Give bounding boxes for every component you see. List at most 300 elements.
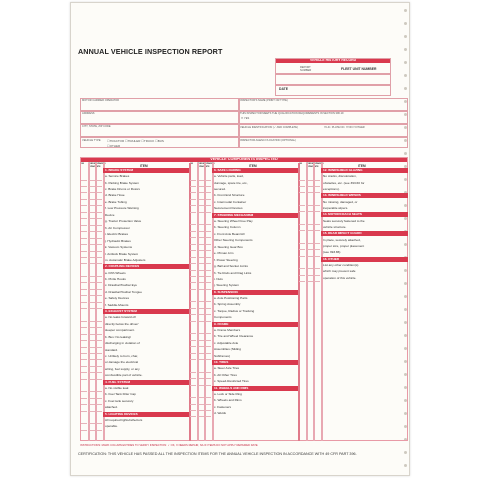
check-cell[interactable] — [81, 404, 87, 405]
check-cell[interactable] — [299, 224, 305, 225]
check-cell[interactable] — [307, 180, 313, 181]
bus-option[interactable]: BUS — [157, 139, 164, 143]
check-cell[interactable] — [205, 263, 211, 264]
check-cell[interactable] — [96, 282, 102, 283]
inspection-item: d. Brake Hose — [105, 193, 125, 198]
check-cell[interactable] — [96, 308, 102, 309]
check-cell[interactable] — [89, 398, 95, 399]
check-cell[interactable] — [198, 244, 204, 245]
check-cell[interactable] — [205, 404, 211, 405]
check-cell[interactable] — [190, 314, 196, 315]
check-cell[interactable] — [190, 301, 196, 302]
check-cell[interactable] — [198, 314, 204, 315]
check-cell[interactable] — [205, 372, 211, 373]
fleet-unit-number-label[interactable]: FLEET UNIT NUMBER — [341, 67, 377, 71]
check-cell[interactable] — [89, 263, 95, 264]
check-cell[interactable] — [89, 411, 95, 412]
check-cell[interactable] — [307, 243, 313, 244]
check-cell[interactable] — [89, 347, 95, 348]
check-cell[interactable] — [299, 192, 305, 193]
check-cell[interactable] — [205, 385, 211, 386]
check-cell[interactable] — [89, 192, 95, 193]
check-cell[interactable] — [205, 321, 211, 322]
check-cell[interactable] — [96, 212, 102, 213]
check-cell[interactable] — [205, 224, 211, 225]
inspection-item: d. Welds — [214, 411, 226, 415]
check-cell[interactable] — [299, 211, 305, 212]
check-cell[interactable] — [190, 378, 196, 379]
qualification-yes-checkbox[interactable]: ☐ YES — [241, 117, 250, 120]
check-cell[interactable] — [198, 231, 204, 232]
check-cell[interactable] — [81, 391, 87, 392]
check-cell[interactable] — [96, 244, 102, 245]
check-cell[interactable] — [190, 416, 196, 417]
check-cell[interactable] — [198, 372, 204, 373]
section-header: 16. OTHER — [321, 257, 408, 262]
check-cell[interactable] — [198, 270, 204, 271]
lic-plate-option[interactable]: LIC. PLATE NO. — [326, 126, 346, 129]
inspector-name-field[interactable]: INSPECTOR'S NAME (PRINT OR TYPE) — [240, 99, 288, 102]
check-cell[interactable] — [96, 379, 102, 380]
check-cell[interactable] — [190, 231, 196, 232]
check-cell[interactable] — [190, 257, 196, 258]
check-cell[interactable] — [205, 333, 211, 334]
check-cell[interactable] — [205, 301, 211, 302]
inspection-item: inoperable wipers. — [323, 206, 349, 210]
check-cell[interactable] — [89, 295, 95, 296]
check-cell[interactable] — [198, 404, 204, 405]
check-cell[interactable] — [307, 192, 313, 193]
check-cell[interactable] — [198, 359, 204, 360]
feed-hole — [404, 9, 407, 12]
check-cell[interactable] — [205, 346, 211, 347]
check-cell[interactable] — [96, 186, 102, 187]
check-cell[interactable] — [205, 308, 211, 309]
address-field[interactable]: ADDRESS — [82, 112, 95, 115]
check-cell[interactable] — [89, 379, 95, 380]
check-cell[interactable] — [81, 411, 87, 412]
check-cell[interactable] — [205, 186, 211, 187]
check-cell[interactable] — [81, 379, 87, 380]
check-cell[interactable] — [96, 327, 102, 328]
inspection-item: j. Steering System — [214, 283, 240, 288]
section-header: 7. STEERING MECHANISM — [212, 213, 298, 218]
check-cell[interactable] — [190, 372, 196, 373]
check-cell[interactable] — [89, 308, 95, 309]
check-cell[interactable] — [307, 256, 313, 257]
check-cell[interactable] — [190, 289, 196, 290]
check-cell[interactable] — [198, 416, 204, 417]
check-cell[interactable] — [96, 430, 102, 431]
check-cell[interactable] — [205, 276, 211, 277]
city-state-zip-field[interactable]: CITY, STATE, ZIP CODE — [82, 125, 111, 128]
check-cell[interactable] — [307, 224, 313, 225]
inspection-item: operation of this vehicle. — [323, 275, 357, 280]
check-cell[interactable] — [89, 276, 95, 277]
check-cell[interactable] — [89, 180, 95, 181]
check-cell[interactable] — [81, 263, 87, 264]
check-cell[interactable] — [314, 281, 320, 282]
check-cell[interactable] — [198, 333, 204, 334]
check-cell[interactable] — [81, 359, 87, 360]
check-cell[interactable] — [96, 302, 102, 303]
check-cell[interactable] — [198, 282, 204, 283]
check-cell[interactable] — [205, 192, 211, 193]
check-cell[interactable] — [198, 276, 204, 277]
check-cell[interactable] — [89, 186, 95, 187]
check-cell[interactable] — [198, 308, 204, 309]
check-cell[interactable] — [198, 257, 204, 258]
inspection-item: a. Frame Members — [214, 327, 241, 332]
vehicle-type-options[interactable]: ☐TRACTOR ☐TRAILER ☐TRUCK ☐BUS — [107, 139, 164, 143]
check-cell[interactable] — [190, 321, 196, 322]
check-cell[interactable] — [96, 411, 102, 412]
inspection-item: b. Wheels and Rims — [214, 398, 242, 403]
check-cell[interactable] — [96, 180, 102, 181]
check-cell[interactable] — [190, 353, 196, 354]
check-cell[interactable] — [307, 249, 313, 250]
vehicle-id-options[interactable]: ☐LIC. PLATE NO. ☐VIN ☐OTHER — [324, 126, 365, 129]
check-cell[interactable] — [190, 192, 196, 193]
check-cell[interactable] — [190, 250, 196, 251]
check-cell[interactable] — [314, 180, 320, 181]
check-cell[interactable] — [96, 289, 102, 290]
check-cell[interactable] — [89, 244, 95, 245]
inspection-item: dunnage, spare tire, etc., — [214, 180, 249, 185]
check-cell[interactable] — [89, 391, 95, 392]
check-cell[interactable] — [96, 263, 102, 264]
components-inspected-header: VEHICLE COMPONENTS INSPECTED — [80, 157, 408, 162]
check-cell[interactable] — [198, 340, 204, 341]
inspection-item: d. Steering Gear Box — [214, 244, 243, 249]
check-cell[interactable] — [96, 231, 102, 232]
check-cell[interactable] — [190, 270, 196, 271]
check-cell[interactable] — [89, 353, 95, 354]
column-header-ok: OK — [299, 163, 303, 165]
check-cell[interactable] — [89, 257, 95, 258]
check-cell[interactable] — [96, 257, 102, 258]
check-cell[interactable] — [81, 238, 87, 239]
check-cell[interactable] — [198, 192, 204, 193]
check-cell[interactable] — [307, 186, 313, 187]
check-cell[interactable] — [81, 334, 87, 335]
inspection-item: operable. — [105, 424, 118, 429]
check-cell[interactable] — [81, 308, 87, 309]
check-cell[interactable] — [81, 282, 87, 283]
check-cell[interactable] — [190, 263, 196, 264]
check-cell[interactable] — [89, 225, 95, 226]
check-cell[interactable] — [190, 276, 196, 277]
inspection-item: a. Axle Positioning Parts — [214, 295, 248, 300]
check-cell[interactable] — [205, 212, 211, 213]
check-cell[interactable] — [89, 199, 95, 200]
check-cell[interactable] — [81, 212, 87, 213]
check-cell[interactable] — [314, 186, 320, 187]
check-cell[interactable] — [205, 359, 211, 360]
check-cell[interactable] — [96, 340, 102, 341]
history-date-label[interactable]: DATE — [279, 87, 288, 91]
check-cell[interactable] — [89, 423, 95, 424]
check-cell[interactable] — [198, 237, 204, 238]
trailer-option[interactable]: TRAILER — [127, 139, 141, 143]
check-cell[interactable] — [205, 289, 211, 290]
check-cell[interactable] — [89, 231, 95, 232]
check-cell[interactable] — [198, 410, 204, 411]
check-cell[interactable] — [81, 186, 87, 187]
check-cell[interactable] — [89, 212, 95, 213]
check-cell[interactable] — [205, 199, 211, 200]
check-cell[interactable] — [307, 211, 313, 212]
check-cell[interactable] — [314, 249, 320, 250]
check-cell[interactable] — [205, 270, 211, 271]
check-cell[interactable] — [205, 180, 211, 181]
check-cell[interactable] — [307, 230, 313, 231]
check-cell[interactable] — [190, 212, 196, 213]
check-cell[interactable] — [205, 237, 211, 238]
check-cell[interactable] — [198, 346, 204, 347]
check-cell[interactable] — [81, 231, 87, 232]
check-cell[interactable] — [96, 398, 102, 399]
check-cell[interactable] — [81, 205, 87, 206]
check-cell[interactable] — [89, 251, 95, 252]
check-cell[interactable] — [81, 327, 87, 328]
check-cell[interactable] — [96, 218, 102, 219]
check-cell[interactable] — [190, 205, 196, 206]
check-cell[interactable] — [205, 257, 211, 258]
truck-option[interactable]: TRUCK — [143, 139, 155, 143]
check-cell[interactable] — [198, 301, 204, 302]
check-cell[interactable] — [205, 340, 211, 341]
check-cell[interactable] — [81, 321, 87, 322]
check-cell[interactable] — [190, 333, 196, 334]
check-cell[interactable] — [96, 353, 102, 354]
inspection-item: i. Nuts — [214, 276, 223, 281]
check-cell[interactable] — [89, 327, 95, 328]
check-cell[interactable] — [96, 205, 102, 206]
check-cell[interactable] — [299, 281, 305, 282]
check-cell[interactable] — [190, 237, 196, 238]
check-cell[interactable] — [89, 205, 95, 206]
history-divider-1 — [275, 73, 391, 75]
check-cell[interactable] — [81, 257, 87, 258]
section-header: 15. REAR IMPACT GUARD — [321, 231, 408, 236]
check-cell[interactable] — [205, 378, 211, 379]
check-cell[interactable] — [299, 275, 305, 276]
check-cell[interactable] — [89, 238, 95, 239]
check-cell[interactable] — [89, 372, 95, 373]
check-cell[interactable] — [299, 249, 305, 250]
check-cell[interactable] — [96, 225, 102, 226]
check-cell[interactable] — [299, 268, 305, 269]
check-cell[interactable] — [89, 302, 95, 303]
inspection-item: a. No leaks forward of/ — [105, 315, 136, 320]
check-cell[interactable] — [190, 199, 196, 200]
check-cell[interactable] — [89, 430, 95, 431]
check-cell[interactable] — [81, 423, 87, 424]
check-cell[interactable] — [314, 243, 320, 244]
check-cell[interactable] — [81, 289, 87, 290]
check-cell[interactable] — [89, 321, 95, 322]
check-cell[interactable] — [89, 340, 95, 341]
inspection-item: e. Safety Devices — [105, 296, 130, 301]
check-cell[interactable] — [190, 308, 196, 309]
check-cell[interactable] — [205, 410, 211, 411]
check-cell[interactable] — [81, 353, 87, 354]
check-cell[interactable] — [89, 282, 95, 283]
inspection-item: In place, securely attached, — [323, 237, 361, 242]
check-cell[interactable] — [314, 230, 320, 231]
check-cell[interactable] — [198, 224, 204, 225]
check-cell[interactable] — [299, 205, 305, 206]
inspection-item: c. Adjustable Axle — [214, 340, 239, 345]
check-cell[interactable] — [314, 224, 320, 225]
check-cell[interactable] — [205, 353, 211, 354]
check-cell[interactable] — [198, 321, 204, 322]
check-cell[interactable] — [314, 192, 320, 193]
check-cell[interactable] — [96, 372, 102, 373]
check-cell[interactable] — [81, 430, 87, 431]
feed-hole — [404, 35, 407, 38]
check-cell[interactable] — [81, 192, 87, 193]
check-cell[interactable] — [81, 302, 87, 303]
check-cell[interactable] — [205, 250, 211, 251]
check-cell[interactable] — [81, 366, 87, 367]
check-cell[interactable] — [96, 391, 102, 392]
check-cell[interactable] — [190, 224, 196, 225]
check-cell[interactable] — [299, 243, 305, 244]
check-cell[interactable] — [198, 263, 204, 264]
check-cell[interactable] — [198, 250, 204, 251]
check-cell[interactable] — [190, 244, 196, 245]
section-header: 14. MOTORCOACH SEATS — [321, 212, 408, 217]
check-cell[interactable] — [314, 256, 320, 257]
check-cell[interactable] — [81, 180, 87, 181]
check-cell[interactable] — [190, 359, 196, 360]
check-cell[interactable] — [81, 199, 87, 200]
section-header: 12. WINDSHIELD GLAZING — [321, 168, 408, 173]
check-cell[interactable] — [205, 397, 211, 398]
check-cell[interactable] — [89, 366, 95, 367]
check-cell[interactable] — [96, 423, 102, 424]
check-cell[interactable] — [205, 282, 211, 283]
check-cell[interactable] — [89, 289, 95, 290]
check-cell[interactable] — [198, 378, 204, 379]
check-cell[interactable] — [190, 340, 196, 341]
check-cell[interactable] — [198, 289, 204, 290]
check-cell[interactable] — [205, 231, 211, 232]
check-cell[interactable] — [198, 180, 204, 181]
check-cell[interactable] — [205, 416, 211, 417]
check-cell[interactable] — [198, 205, 204, 206]
check-cell[interactable] — [81, 372, 87, 373]
check-cell[interactable] — [96, 366, 102, 367]
check-cell[interactable] — [96, 276, 102, 277]
check-cell[interactable] — [190, 410, 196, 411]
tractor-option[interactable]: TRACTOR — [109, 139, 125, 143]
check-cell[interactable] — [81, 398, 87, 399]
inspection-item: f. Saddle-Mounts — [105, 302, 129, 307]
check-cell[interactable] — [190, 385, 196, 386]
check-cell[interactable] — [96, 295, 102, 296]
check-cell[interactable] — [96, 404, 102, 405]
check-cell[interactable] — [96, 359, 102, 360]
check-cell[interactable] — [96, 334, 102, 335]
column-header-repaired: REPAIRED DATE — [95, 163, 106, 168]
check-cell[interactable] — [81, 347, 87, 348]
inspection-item: Device — [105, 212, 115, 217]
vin-option[interactable]: VIN — [348, 126, 353, 129]
motor-carrier-operator-field[interactable]: MOTOR CARRIER OPERATOR — [82, 99, 120, 102]
check-cell[interactable] — [96, 199, 102, 200]
check-cell[interactable] — [190, 397, 196, 398]
check-cell[interactable] — [89, 334, 95, 335]
check-cell[interactable] — [190, 282, 196, 283]
inspection-item: wiring, fuel supply, or any — [105, 366, 140, 371]
check-cell[interactable] — [81, 251, 87, 252]
check-cell[interactable] — [190, 404, 196, 405]
check-cell[interactable] — [205, 205, 211, 206]
check-cell[interactable] — [299, 230, 305, 231]
check-cell[interactable] — [198, 385, 204, 386]
check-cell[interactable] — [307, 275, 313, 276]
check-cell[interactable] — [190, 180, 196, 181]
check-cell[interactable] — [190, 186, 196, 187]
check-cell[interactable] — [205, 244, 211, 245]
inspector-agency-field[interactable]: INSPECTOR AGENCY/LOCATION (OPTIONAL) — [240, 139, 296, 142]
check-cell[interactable] — [81, 340, 87, 341]
inspection-item: No missing, damaged, or — [323, 199, 358, 204]
check-cell[interactable] — [198, 353, 204, 354]
check-cell[interactable] — [307, 205, 313, 206]
check-cell[interactable] — [81, 276, 87, 277]
check-cell[interactable] — [89, 359, 95, 360]
check-cell[interactable] — [314, 268, 320, 269]
check-cell[interactable] — [198, 212, 204, 213]
check-cell[interactable] — [198, 186, 204, 187]
check-cell[interactable] — [198, 199, 204, 200]
check-cell[interactable] — [81, 218, 87, 219]
check-cell[interactable] — [96, 347, 102, 348]
vehicle-type-other-option[interactable]: ☐OTHER — [107, 144, 121, 148]
check-cell[interactable] — [96, 192, 102, 193]
check-cell[interactable] — [307, 268, 313, 269]
check-cell[interactable] — [314, 205, 320, 206]
check-cell[interactable] — [307, 281, 313, 282]
check-cell[interactable] — [190, 346, 196, 347]
feed-hole — [404, 464, 407, 467]
inspection-item: c. Front Axle Beam/All — [214, 231, 245, 236]
check-cell[interactable] — [299, 186, 305, 187]
check-cell[interactable] — [314, 275, 320, 276]
check-cell[interactable] — [89, 218, 95, 219]
other-id-option[interactable]: OTHER — [355, 126, 365, 129]
grid-row-line-2 — [80, 123, 408, 125]
report-number-label[interactable]: REPORT NUMBER — [300, 66, 312, 72]
check-cell[interactable] — [299, 256, 305, 257]
check-cell[interactable] — [96, 238, 102, 239]
check-cell[interactable] — [89, 404, 95, 405]
inspection-item: b. Pintle Hooks — [105, 276, 126, 281]
check-cell[interactable] — [96, 321, 102, 322]
check-cell[interactable] — [198, 397, 204, 398]
check-cell[interactable] — [314, 211, 320, 212]
check-cell[interactable] — [81, 295, 87, 296]
check-cell[interactable] — [96, 251, 102, 252]
check-cell[interactable] — [299, 180, 305, 181]
check-cell[interactable] — [205, 314, 211, 315]
check-cell[interactable] — [81, 244, 87, 245]
check-cell[interactable] — [81, 225, 87, 226]
